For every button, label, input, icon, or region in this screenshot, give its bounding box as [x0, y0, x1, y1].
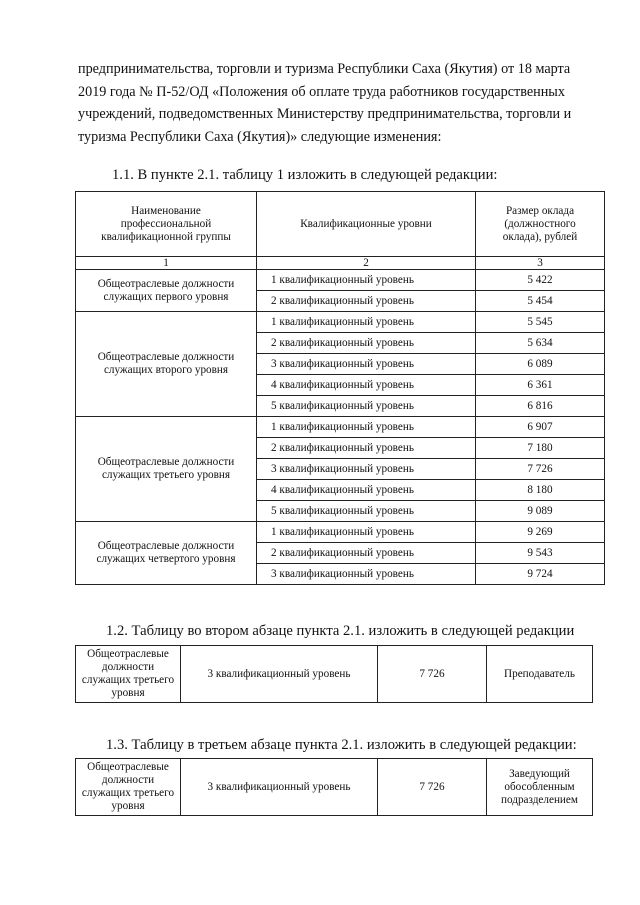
group-name: Общеотраслевые должности служащих второго уровня	[76, 312, 257, 417]
level-cell: 3 квалификационный уровень	[181, 759, 378, 816]
intro-paragraph	[78, 58, 612, 148]
group-cell: Общеотраслевые должности служащих третьего уровня	[76, 646, 181, 703]
header-level: Квалификационные уровни	[257, 192, 476, 257]
salary-cell: 9 724	[476, 564, 605, 585]
position-cell: Заведующий обособленным подразделением	[487, 759, 593, 816]
intro-line: 2019 года № П-52/ОД «Положения об оплате труда работников государственных	[78, 83, 565, 100]
salary-cell: 7 726	[378, 646, 487, 703]
table-row	[76, 270, 605, 291]
level-cell: 1 квалификационный уровень	[257, 312, 476, 333]
table-row	[76, 417, 605, 438]
table-row	[76, 312, 605, 333]
salary-table-1	[75, 191, 605, 585]
header-salary: Размер оклада (должностного оклада), рублей	[476, 192, 605, 257]
col-number: 2	[257, 257, 476, 270]
position-cell: Преподаватель	[487, 646, 593, 703]
group-name: Общеотраслевые должности служащих первого уровня	[76, 270, 257, 312]
salary-cell: 9 543	[476, 543, 605, 564]
group-name: Общеотраслевые должности служащих третьего уровня	[76, 417, 257, 522]
level-cell: 2 квалификационный уровень	[257, 543, 476, 564]
level-cell: 2 квалификационный уровень	[257, 291, 476, 312]
level-cell: 4 квалификационный уровень	[257, 480, 476, 501]
group-cell: Общеотраслевые должности служащих третьего уровня	[76, 759, 181, 816]
column-number-row	[76, 257, 605, 270]
section-1-1-heading: 1.1. В пункте 2.1. таблицу 1 изложить в следующей редакции:	[112, 167, 498, 183]
salary-cell: 7 726	[378, 759, 487, 816]
level-cell: 2 квалификационный уровень	[257, 438, 476, 459]
level-cell: 1 квалификационный уровень	[257, 522, 476, 543]
col-number: 3	[476, 257, 605, 270]
level-cell: 4 квалификационный уровень	[257, 375, 476, 396]
salary-cell: 5 422	[476, 270, 605, 291]
salary-cell: 7 726	[476, 459, 605, 480]
intro-line: учреждений, подведомственных Министерству предпринимательства, торговли и	[78, 106, 572, 122]
level-cell: 3 квалификационный уровень	[257, 354, 476, 375]
salary-cell: 7 180	[476, 438, 605, 459]
level-cell: 2 квалификационный уровень	[257, 333, 476, 354]
intro-line: туризма Республики Саха (Якутия)» следующие изменения:	[78, 128, 442, 145]
salary-cell: 9 269	[476, 522, 605, 543]
section-1-3-heading: 1.3. Таблицу в третьем абзаце пункта 2.1. изложить в следующей редакции:	[106, 737, 577, 753]
salary-cell: 8 180	[476, 480, 605, 501]
level-cell: 3 квалификационный уровень	[181, 646, 378, 703]
salary-cell: 9 089	[476, 501, 605, 522]
salary-table-2	[75, 645, 593, 703]
col-number: 1	[76, 257, 257, 270]
salary-cell: 5 634	[476, 333, 605, 354]
salary-cell: 5 545	[476, 312, 605, 333]
group-name: Общеотраслевые должности служащих четвертого уровня	[76, 522, 257, 585]
header-group: Наименование профессиональной квалификационной группы	[76, 192, 257, 257]
table-row	[76, 759, 593, 816]
section-1-2-heading: 1.2. Таблицу во втором абзаце пункта 2.1. изложить в следующей редакции	[106, 623, 575, 639]
level-cell: 5 квалификационный уровень	[257, 501, 476, 522]
level-cell: 3 квалификационный уровень	[257, 564, 476, 585]
salary-cell: 6 361	[476, 375, 605, 396]
salary-cell: 6 816	[476, 396, 605, 417]
intro-line: предпринимательства, торговли и туризма Республики Саха (Якутия) от 18 марта	[78, 61, 571, 77]
level-cell: 5 квалификационный уровень	[257, 396, 476, 417]
level-cell: 3 квалификационный уровень	[257, 459, 476, 480]
level-cell: 1 квалификационный уровень	[257, 270, 476, 291]
salary-cell: 6 907	[476, 417, 605, 438]
table-row	[76, 522, 605, 543]
salary-cell: 5 454	[476, 291, 605, 312]
level-cell: 1 квалификационный уровень	[257, 417, 476, 438]
salary-cell: 6 089	[476, 354, 605, 375]
table-row	[76, 646, 593, 703]
table-header-row	[76, 192, 605, 257]
salary-table-3	[75, 758, 593, 816]
